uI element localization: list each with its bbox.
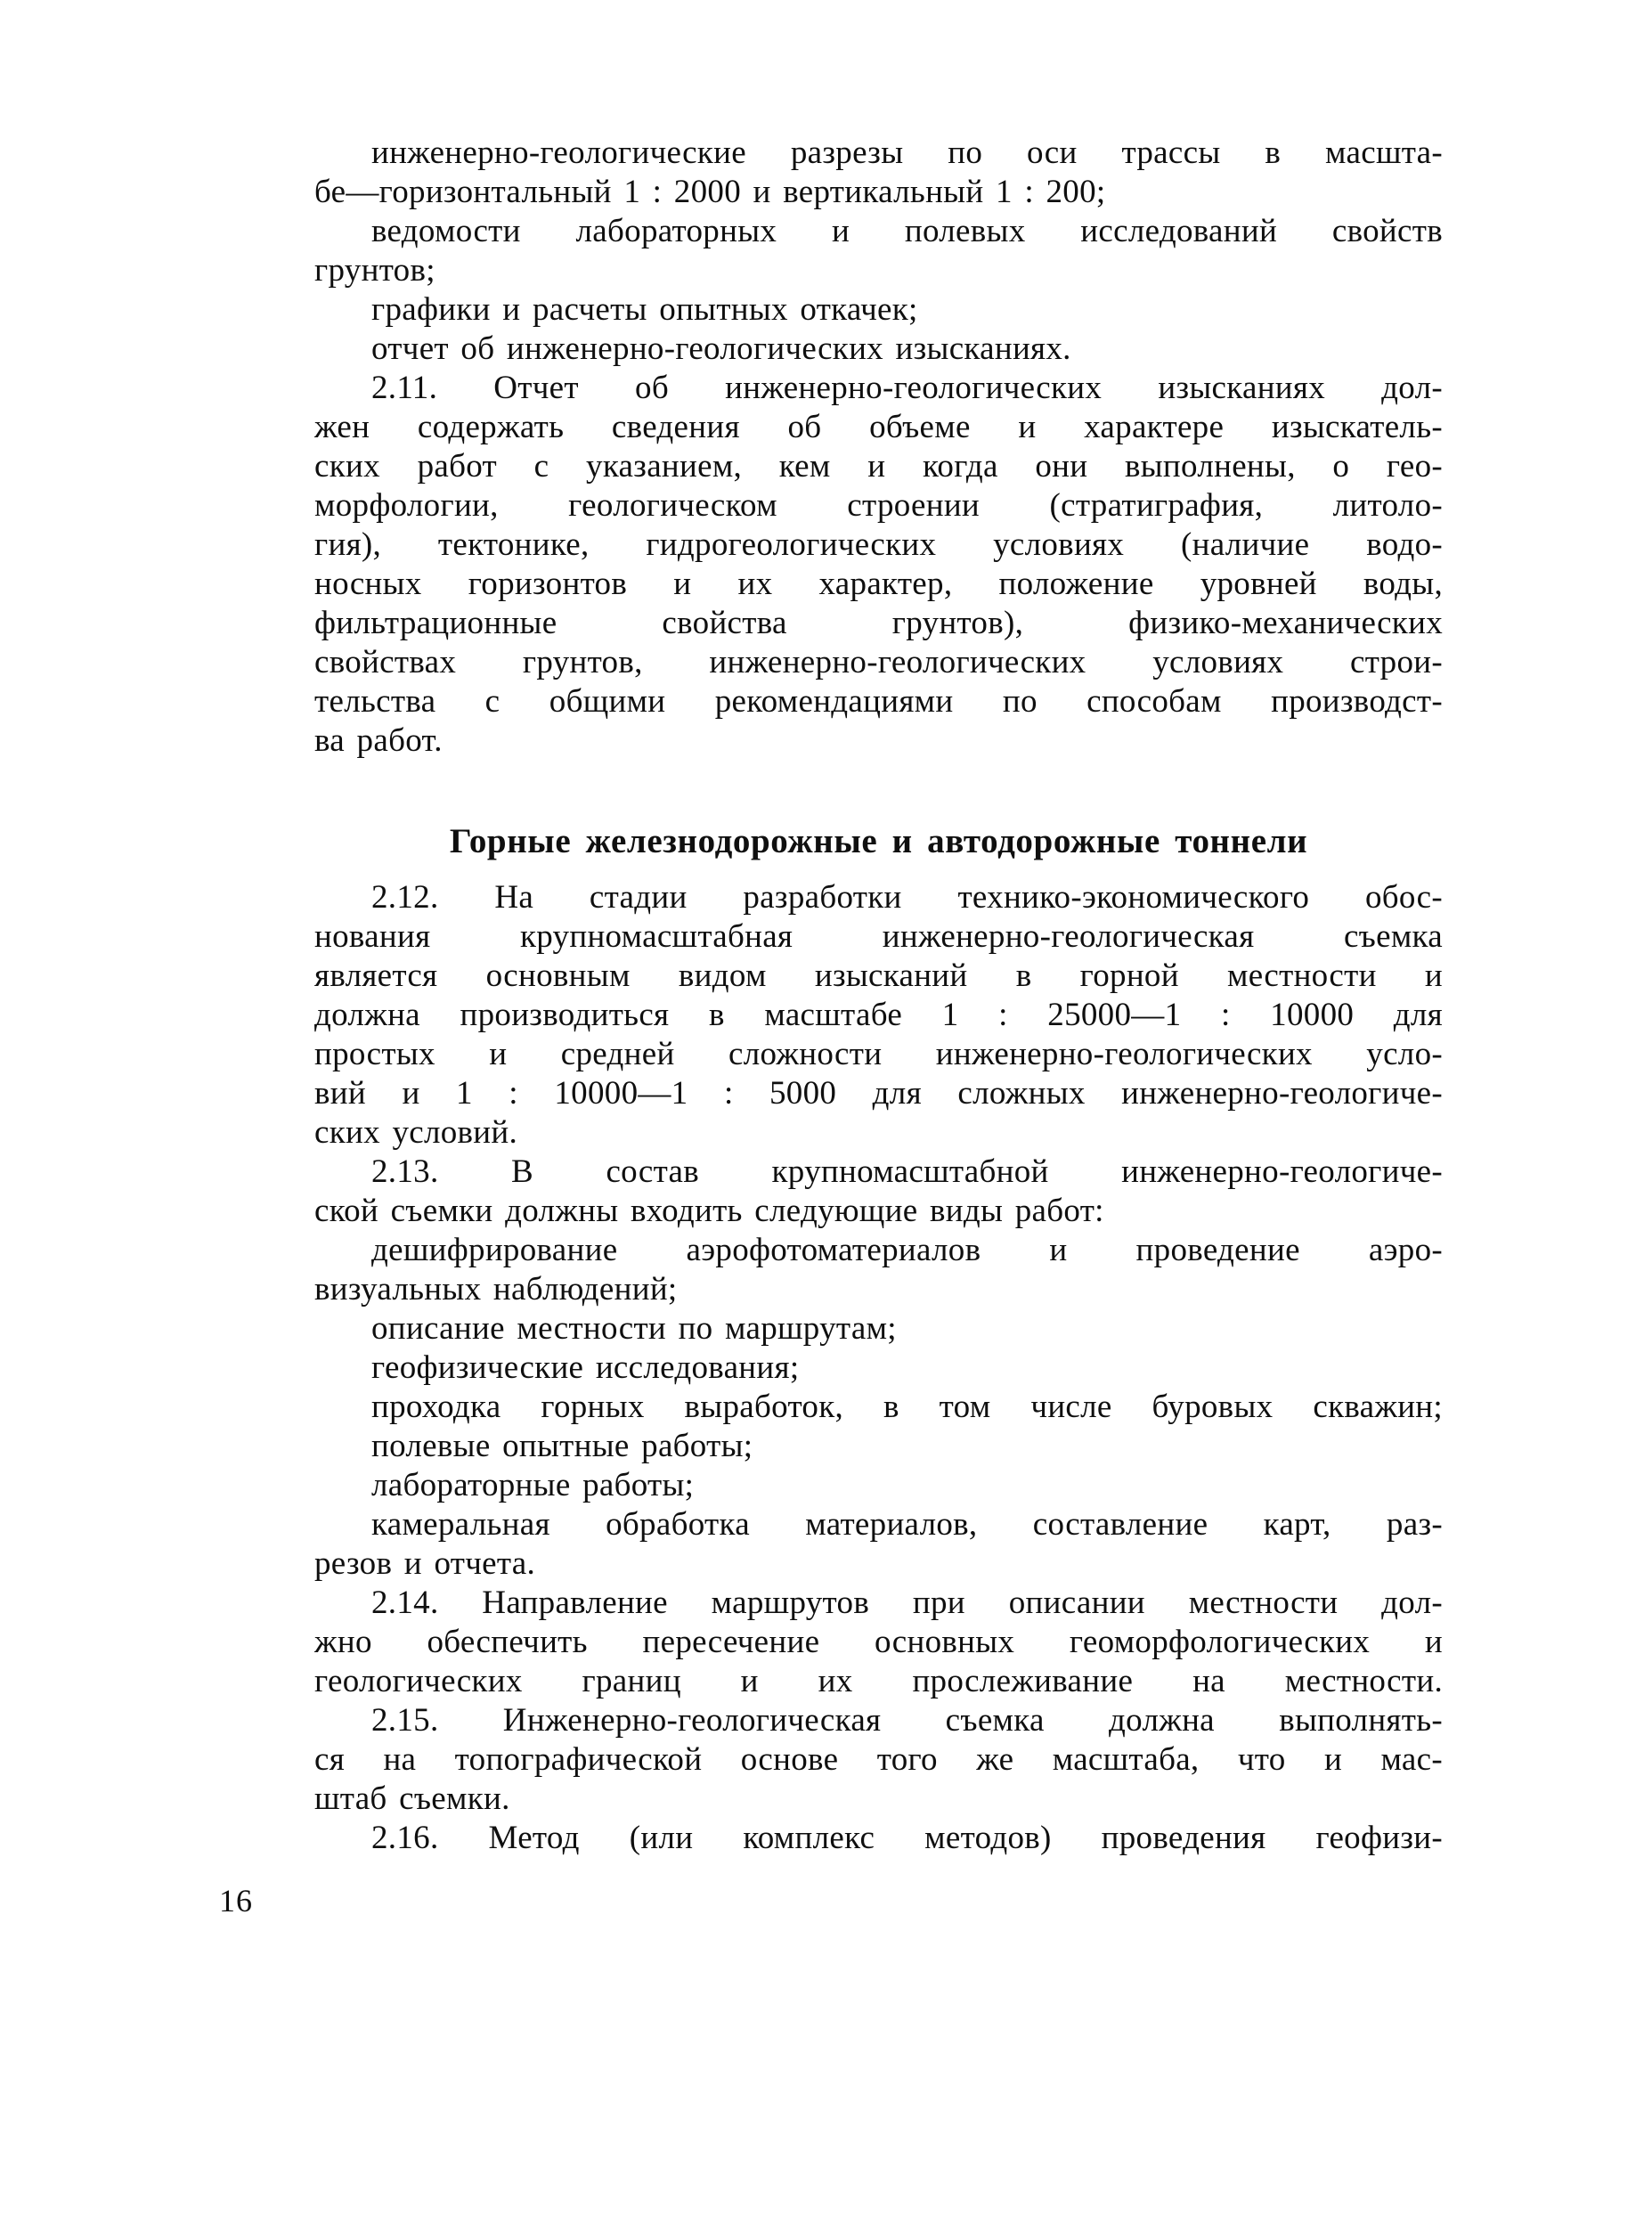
text-line: лабораторные работы; xyxy=(371,1467,695,1503)
text-line: вий и 1 : 10000—1 : 5000 для сложных инженерно-геологиче- xyxy=(314,1075,1443,1112)
text-line: фильтрационные свойства грунтов), физико-механических xyxy=(314,605,1443,641)
text-line: камеральная обработка материалов, составление карт, раз- xyxy=(371,1506,1443,1543)
text-line: 2.16. Метод (или комплекс методов) проведения геофизи- xyxy=(371,1820,1443,1856)
text-line: ской съемки должны входить следующие виды работ: xyxy=(314,1193,1104,1229)
text-line: жен содержать сведения об объеме и характере изыскатель- xyxy=(314,409,1443,445)
text-line: тельства с общими рекомендациями по способам производст- xyxy=(314,683,1443,720)
text-line: инженерно-геологические разрезы по оси трассы в масшта- xyxy=(371,134,1443,171)
text-line: штаб съемки. xyxy=(314,1780,510,1817)
text-line: носных горизонтов и их характер, положение уровней воды, xyxy=(314,566,1443,602)
text-line: резов и отчета. xyxy=(314,1545,536,1582)
text-line: 2.13. В состав крупномасштабной инженерно-геологиче- xyxy=(371,1153,1443,1190)
text-line: ских условий. xyxy=(314,1114,518,1151)
text-line: ва работ. xyxy=(314,722,443,759)
text-line: морфологии, геологическом строении (стратиграфия, литоло- xyxy=(314,487,1443,524)
text-line: простых и средней сложности инженерно-геологических усло- xyxy=(314,1036,1443,1072)
section-heading: Горные железнодорожные и автодорожные тоннели xyxy=(449,822,1308,860)
text-line: 2.11. Отчет об инженерно-геологических изысканиях дол- xyxy=(371,370,1443,406)
page-number: 16 xyxy=(219,1883,253,1919)
text-line: ских работ с указанием, кем и когда они выполнены, о гео- xyxy=(314,448,1443,485)
text-line: описание местности по маршрутам; xyxy=(371,1310,897,1347)
text-line: отчет об инженерно-геологических изысканиях. xyxy=(371,330,1071,367)
text-line: гия), тектонике, гидрогеологических условиях (наличие водо- xyxy=(314,526,1443,563)
text-line: грунтов; xyxy=(314,252,435,289)
text-line: 2.15. Инженерно-геологическая съемка должна выполнять- xyxy=(371,1702,1443,1739)
text-line: должна производиться в масштабе 1 : 25000—1 : 10000 для xyxy=(314,997,1443,1033)
text-line: свойствах грунтов, инженерно-геологических условиях строи- xyxy=(314,644,1443,680)
text-line: ведомости лабораторных и полевых исследований свойств xyxy=(371,213,1443,249)
text-column xyxy=(314,134,1443,1858)
text-line: бе—горизонтальный 1 : 2000 и вертикальный 1 : 200; xyxy=(314,174,1106,210)
text-line: нования крупномасштабная инженерно-геологическая съемка xyxy=(314,918,1443,955)
text-line: дешифрирование аэрофотоматериалов и проведение аэро- xyxy=(371,1232,1443,1268)
text-line: ся на топографической основе того же масштаба, что и мас- xyxy=(314,1741,1443,1778)
text-line: 2.14. Направление маршрутов при описании местности дол- xyxy=(371,1585,1443,1621)
text-line: геофизические исследования; xyxy=(371,1349,800,1386)
text-line: жно обеспечить пересечение основных геоморфологических и xyxy=(314,1624,1443,1660)
text-line: визуальных наблюдений; xyxy=(314,1271,678,1308)
text-line: геологических границ и их прослеживание на местности. xyxy=(314,1663,1443,1699)
text-line: является основным видом изысканий в горной местности и xyxy=(314,957,1443,994)
text-line: проходка горных выработок, в том числе буровых скважин; xyxy=(371,1389,1443,1425)
text-line: графики и расчеты опытных откачек; xyxy=(371,291,918,328)
text-line: полевые опытные работы; xyxy=(371,1428,753,1464)
text-line: 2.12. На стадии разработки технико-экономического обос- xyxy=(371,879,1443,916)
